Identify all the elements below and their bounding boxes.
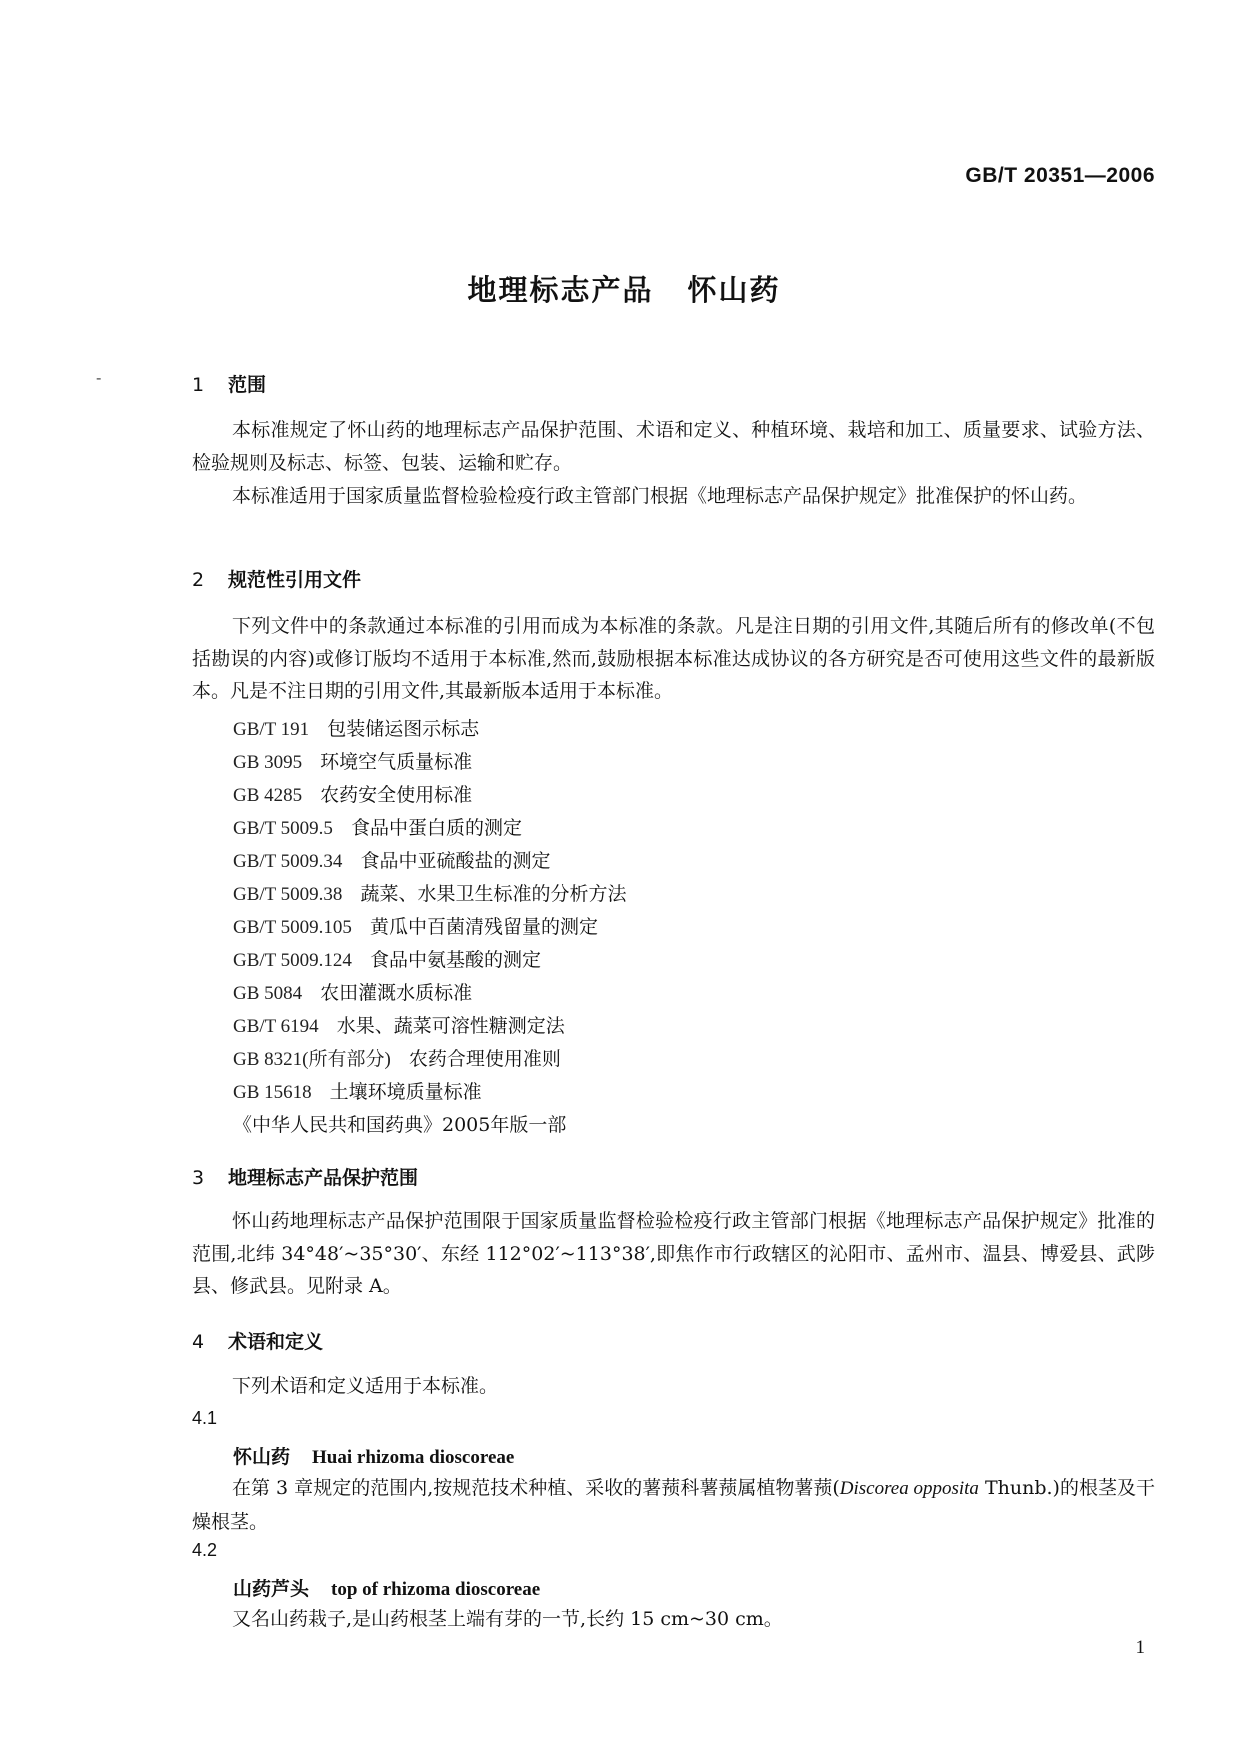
term-heading <box>233 1574 540 1601</box>
section-1-para-1: 本标准规定了怀山药的地理标志产品保护范围、术语和定义、种植环境、栽培和加工、质量要求、试验方法、检验规则及标志、标签、包装、运输和贮存。 <box>192 419 1155 474</box>
term-heading <box>233 1442 514 1469</box>
section-4-heading <box>192 1327 323 1354</box>
reference-item: GB/T 5009.105 黄瓜中百菌清残留量的测定 <box>233 916 598 938</box>
section-title: 范围 <box>228 374 267 396</box>
section-4-para-1: 下列术语和定义适用于本标准。 <box>232 1375 499 1397</box>
document-title <box>0 268 1248 309</box>
reference-item: GB 4285 农药安全使用标准 <box>233 784 473 806</box>
section-3-heading <box>192 1163 418 1190</box>
reference-item: GB 5084 农田灌溉水质标准 <box>233 982 473 1004</box>
term-zh: 山药芦头 <box>233 1578 310 1600</box>
reference-item: GB 3095 环境空气质量标准 <box>233 751 473 773</box>
reference-item: 《中华人民共和国药典》2005年版一部 <box>233 1114 567 1136</box>
section-number: 3 <box>192 1167 205 1189</box>
reference-item: GB/T 5009.34 食品中亚硫酸盐的测定 <box>233 850 551 872</box>
section-1-heading <box>192 370 266 397</box>
section-3-para-1: 怀山药地理标志产品保护范围限于国家质量监督检验检疫行政主管部门根据《地理标志产品保护规定》批准的范围,北纬 34°48′~35°30′、东经 112°02′~113°38′,即焦作市行政辖区的沁阳市、孟州市、温县、博爱县、武陟县、修武县。见附录 A。 <box>192 1210 1155 1297</box>
section-number: 1 <box>192 374 205 396</box>
section-title: 规范性引用文件 <box>228 569 362 591</box>
section-title: 术语和定义 <box>228 1331 324 1353</box>
section-title: 地理标志产品保护范围 <box>228 1167 419 1189</box>
standard-code: GB/T 20351—2006 <box>965 164 1155 187</box>
term-definition: 在第 3 章规定的范围内,按规范技术种植、采收的薯蓣科薯蓣属植物薯蓣(Discorea opposita Thunb.)的根茎及干燥根茎。 <box>192 1477 1155 1533</box>
reference-item: GB/T 6194 水果、蔬菜可溶性糖测定法 <box>233 1015 565 1037</box>
reference-item: GB 15618 土壤环境质量标准 <box>233 1081 482 1103</box>
reference-item: GB/T 5009.124 食品中氨基酸的测定 <box>233 949 541 971</box>
reference-item: GB 8321(所有部分) 农药合理使用准则 <box>233 1048 561 1070</box>
normative-references-list <box>233 713 626 1142</box>
term-en: top of rhizoma dioscoreae <box>331 1579 541 1600</box>
title-part-2: 怀山药 <box>687 273 781 307</box>
term-zh: 怀山药 <box>233 1446 291 1468</box>
section-2-para-1: 下列文件中的条款通过本标准的引用而成为本标准的条款。凡是注日期的引用文件,其随后所有的修改单(不包括勘误的内容)或修订版均不适用于本标准,然而,鼓励根据本标准达成协议的各方研究是否可使用这些文件的最新版本。凡是不注日期的引用文件,其最新版本适用于本标准。 <box>192 615 1155 702</box>
term-definition: 又名山药栽子,是山药根茎上端有芽的一节,长约 15 cm~30 cm。 <box>232 1608 783 1630</box>
clause-number: 4.2 <box>192 1540 218 1560</box>
clause-number: 4.1 <box>192 1408 218 1428</box>
section-number: 4 <box>192 1331 205 1353</box>
page-number: 1 <box>1135 1637 1145 1658</box>
title-part-1: 地理标志产品 <box>467 273 654 307</box>
reference-item: GB/T 191 包装储运图示标志 <box>233 718 480 740</box>
section-2-heading <box>192 565 361 592</box>
term-en: Huai rhizoma dioscoreae <box>312 1447 515 1468</box>
section-1-para-2: 本标准适用于国家质量监督检验检疫行政主管部门根据《地理标志产品保护规定》批准保护的怀山药。 <box>232 485 1088 507</box>
reference-item: GB/T 5009.38 蔬菜、水果卫生标准的分析方法 <box>233 883 627 905</box>
margin-mark: - <box>96 368 102 387</box>
section-number: 2 <box>192 569 205 591</box>
reference-item: GB/T 5009.5 食品中蛋白质的测定 <box>233 817 522 839</box>
